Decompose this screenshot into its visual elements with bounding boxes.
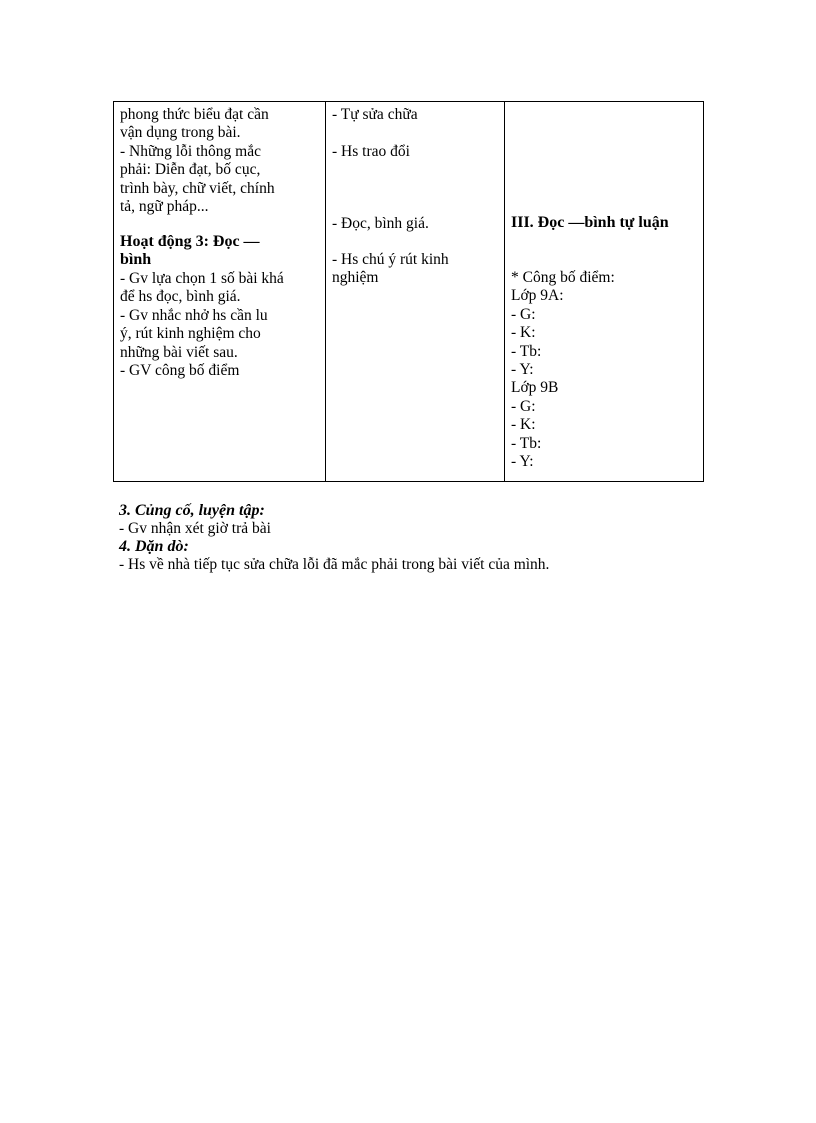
text-line: phong thức biểu đạt cần [120,106,269,123]
grade-line: - G: [511,306,536,323]
text-line: để hs đọc, bình giá. [120,288,241,305]
section-heading: III. Đọc —bình tự luận [511,214,669,231]
class-label: Lớp 9A: [511,287,564,304]
text-line: - Gv nhắc nhở hs cần lu [120,307,268,324]
text-line: phải: Diễn đạt, bố cục, [120,161,261,178]
grade-line: - Tb: [511,435,542,452]
homework-text: - Hs về nhà tiếp tục sửa chữa lỗi đã mắc phải trong bài viết của mình. [119,556,550,573]
homework-heading: 4. Dặn dò: [119,538,189,555]
text-line: - Những lỗi thông mắc [120,143,261,160]
text-line: nghiệm [332,269,379,286]
grade-line: - Y: [511,361,534,378]
consolidate-heading: 3. Củng cố, luyện tập: [119,502,265,519]
text-line: - GV công bố điểm [120,362,240,379]
text-line: trình bày, chữ viết, chính [120,180,275,197]
grade-line: - G: [511,398,536,415]
text-line: ý, rút kinh nghiệm cho [120,325,261,342]
text-line: * Công bố điểm: [511,269,615,286]
activity-heading: bình [120,251,152,268]
text-line: tả, ngữ pháp... [120,198,209,215]
table-column-student-activities [326,102,505,481]
table-column-teacher-activities [114,102,326,481]
text-line: vận dụng trong bài. [120,124,241,141]
text-line: - Tự sửa chữa [332,106,418,123]
text-line: - Gv lựa chọn 1 số bài khá [120,270,284,287]
grade-line: - K: [511,324,536,341]
text-line: những bài viết sau. [120,344,238,361]
lesson-table [113,101,704,482]
activity-heading: Hoạt động 3: Đọc — [120,233,260,250]
grade-line: - K: [511,416,536,433]
class-label: Lớp 9B [511,379,559,396]
grade-line: - Tb: [511,343,542,360]
grade-line: - Y: [511,453,534,470]
consolidate-text: - Gv nhận xét giờ trả bài [119,520,271,537]
table-column-content [505,102,703,481]
text-line: - Hs trao đổi [332,143,410,160]
text-line: - Hs chú ý rút kinh [332,251,449,268]
text-line: - Đọc, bình giá. [332,215,429,232]
